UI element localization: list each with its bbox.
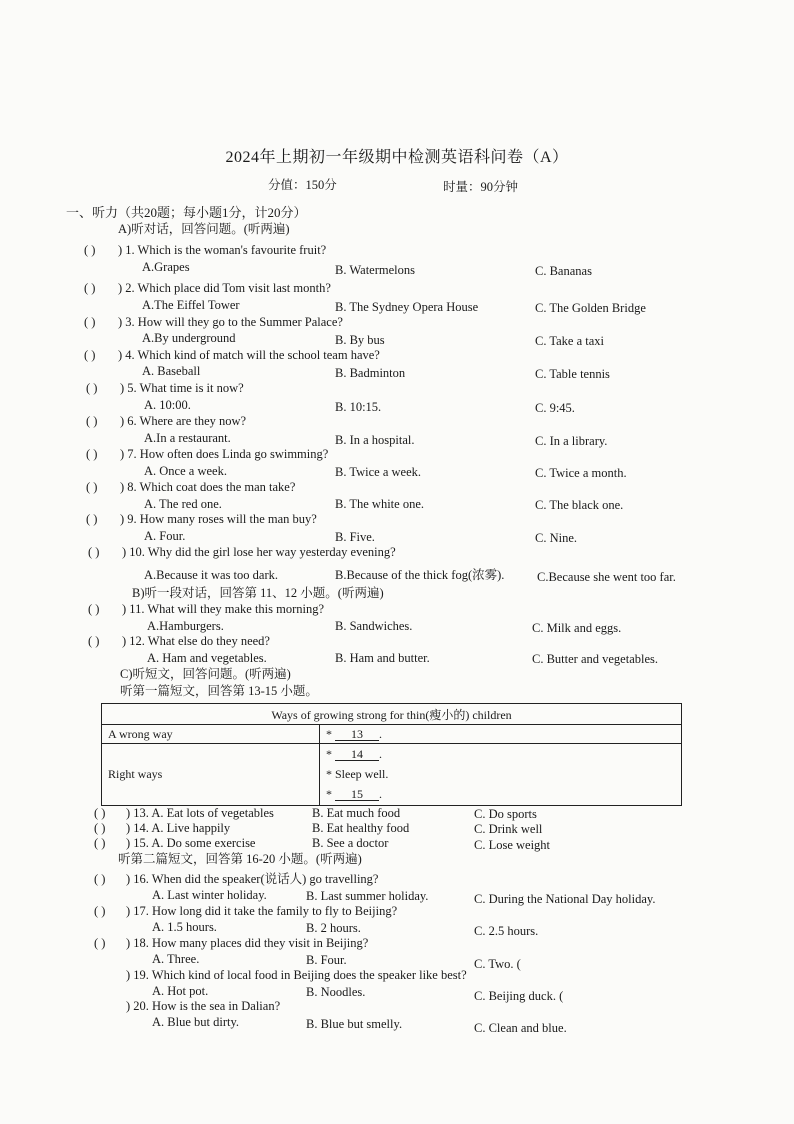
answer-blank-3[interactable]: ( ) bbox=[84, 315, 96, 329]
option-10a: A.Because it was too dark. bbox=[144, 568, 278, 582]
option-5b: B. 10:15. bbox=[335, 400, 382, 414]
option-20c: C. Clean and blue. bbox=[474, 1021, 567, 1035]
option-10c: C.Because she went too far. bbox=[537, 570, 676, 584]
option-16b: B. Last summer holiday. bbox=[306, 889, 429, 903]
blank-14[interactable]: 14 bbox=[335, 748, 379, 761]
option-18a: A. Three. bbox=[152, 952, 200, 966]
score-info: 分值：150分 bbox=[268, 178, 337, 192]
option-7a: A. Once a week. bbox=[144, 464, 227, 478]
option-18c: C. Two. ( bbox=[474, 957, 521, 971]
time-info: 时量：90分钟 bbox=[443, 180, 519, 194]
option-8c: C. The black one. bbox=[535, 498, 624, 512]
table-heading: Ways of growing strong for thin(瘦小的) children bbox=[102, 704, 682, 725]
option-7c: C. Twice a month. bbox=[535, 466, 627, 480]
question-9: ) 9. How many roses will the man buy? bbox=[120, 512, 317, 526]
answer-blank-18[interactable]: ( ) bbox=[94, 936, 106, 950]
option-8b: B. The white one. bbox=[335, 497, 424, 511]
answer-blank-6[interactable]: ( ) bbox=[86, 414, 98, 428]
option-17a: A. 1.5 hours. bbox=[152, 920, 217, 934]
option-19a: A. Hot pot. bbox=[152, 984, 209, 998]
passage-2-instruction: 听第二篇短文，回答第 16-20 小题。(听两遍) bbox=[118, 852, 362, 866]
option-3b: B. By bus bbox=[335, 333, 385, 347]
answer-blank-17[interactable]: ( ) bbox=[94, 904, 106, 918]
question-18: ) 18. How many places did they visit in Beijing? bbox=[126, 936, 369, 950]
option-5a: A. 10:00. bbox=[144, 398, 191, 412]
right-ways-label: Right ways bbox=[102, 744, 320, 806]
question-4: ) 4. Which kind of match will the school team have? bbox=[118, 348, 380, 362]
blank-13[interactable]: 13 bbox=[335, 728, 379, 741]
part-a-instruction: A)听对话，回答问题。(听两遍) bbox=[118, 222, 290, 236]
option-11c: C. Milk and eggs. bbox=[532, 621, 622, 635]
option-7b: B. Twice a week. bbox=[335, 465, 422, 479]
wrong-way-cell: * 13 . bbox=[320, 725, 682, 744]
option-12b: B. Ham and butter. bbox=[335, 651, 430, 665]
option-1c: C. Bananas bbox=[535, 264, 592, 278]
wrong-way-label: A wrong way bbox=[102, 725, 320, 744]
option-3c: C. Take a taxi bbox=[535, 334, 605, 348]
option-6c: C. In a library. bbox=[535, 434, 608, 448]
option-13b: B. Eat much food bbox=[312, 806, 401, 820]
question-1: ) 1. Which is the woman's favourite fruit? bbox=[118, 243, 327, 257]
option-19c: C. Beijing duck. ( bbox=[474, 989, 564, 1003]
question-19: ) 19. Which kind of local food in Beijing does the speaker like best? bbox=[126, 968, 467, 982]
option-11b: B. Sandwiches. bbox=[335, 619, 413, 633]
option-2b: B. The Sydney Opera House bbox=[335, 300, 479, 314]
option-12c: C. Butter and vegetables. bbox=[532, 652, 659, 666]
answer-blank-8[interactable]: ( ) bbox=[86, 480, 98, 494]
option-9a: A. Four. bbox=[144, 529, 186, 543]
option-9b: B. Five. bbox=[335, 530, 375, 544]
option-16a: A. Last winter holiday. bbox=[152, 888, 267, 902]
option-8a: A. The red one. bbox=[144, 497, 222, 511]
question-20: ) 20. How is the sea in Dalian? bbox=[126, 999, 281, 1013]
question-8: ) 8. Which coat does the man take? bbox=[120, 480, 296, 494]
answer-blank-16[interactable]: ( ) bbox=[94, 872, 106, 886]
option-17b: B. 2 hours. bbox=[306, 921, 361, 935]
question-3: ) 3. How will they go to the Summer Palace? bbox=[118, 315, 343, 329]
option-3a: A.By underground bbox=[142, 331, 236, 345]
question-15: ) 15. A. Do some exercise bbox=[126, 836, 256, 850]
answer-blank-12[interactable]: ( ) bbox=[88, 634, 100, 648]
answer-blank-1[interactable]: ( ) bbox=[84, 243, 96, 257]
exam-title: 2024年上期初一年级期中检测英语科问卷（A） bbox=[225, 149, 569, 166]
option-5c: C. 9:45. bbox=[535, 401, 575, 415]
question-2: ) 2. Which place did Tom visit last month? bbox=[118, 281, 331, 295]
answer-blank-14[interactable]: ( ) bbox=[94, 821, 106, 835]
question-11: ) 11. What will they make this morning? bbox=[122, 602, 325, 616]
option-15c: C. Lose weight bbox=[474, 838, 551, 852]
option-4a: A. Baseball bbox=[142, 364, 201, 378]
option-4c: C. Table tennis bbox=[535, 367, 610, 381]
question-14: ) 14. A. Live happily bbox=[126, 821, 231, 835]
question-13: ) 13. A. Eat lots of vegetables bbox=[126, 806, 274, 820]
answer-blank-2[interactable]: ( ) bbox=[84, 281, 96, 295]
part-b-instruction: B)听一段对话，回答第 11、12 小题。(听两遍) bbox=[132, 586, 384, 600]
option-1b: B. Watermelons bbox=[335, 263, 415, 277]
option-18b: B. Four. bbox=[306, 953, 347, 967]
option-6a: A.In a restaurant. bbox=[144, 431, 231, 445]
part-c-instruction: C)听短文，回答问题。(听两遍) bbox=[120, 667, 291, 681]
sleep-well-item: * Sleep well. bbox=[326, 767, 389, 781]
option-14b: B. Eat healthy food bbox=[312, 821, 410, 835]
answer-blank-10[interactable]: ( ) bbox=[88, 545, 100, 559]
option-15b: B. See a doctor bbox=[312, 836, 389, 850]
answer-blank-11[interactable]: ( ) bbox=[88, 602, 100, 616]
answer-blank-4[interactable]: ( ) bbox=[84, 348, 96, 362]
question-12: ) 12. What else do they need? bbox=[122, 634, 270, 648]
option-16c: C. During the National Day holiday. bbox=[474, 892, 656, 906]
answer-blank-7[interactable]: ( ) bbox=[86, 447, 98, 461]
option-12a: A. Ham and vegetables. bbox=[147, 651, 267, 665]
question-17: ) 17. How long did it take the family to fly to Beijing? bbox=[126, 904, 398, 918]
option-9c: C. Nine. bbox=[535, 531, 578, 545]
answer-blank-15[interactable]: ( ) bbox=[94, 836, 106, 850]
option-10b: B.Because of the thick fog(浓雾). bbox=[335, 568, 505, 582]
question-10: ) 10. Why did the girl lose her way yesterday evening? bbox=[122, 545, 396, 559]
option-2a: A.The Eiffel Tower bbox=[142, 298, 240, 312]
answer-blank-9[interactable]: ( ) bbox=[86, 512, 98, 526]
bullet: * bbox=[326, 747, 332, 761]
blank-15[interactable]: 15 bbox=[335, 788, 379, 801]
answer-blank-13[interactable]: ( ) bbox=[94, 806, 106, 820]
option-4b: B. Badminton bbox=[335, 366, 406, 380]
right-ways-cell: * 14 . * Sleep well. * 15 . bbox=[320, 744, 682, 806]
option-2c: C. The Golden Bridge bbox=[535, 301, 646, 315]
option-6b: B. In a hospital. bbox=[335, 433, 415, 447]
question-16: ) 16. When did the speaker(说话人) go travelling? bbox=[126, 872, 379, 886]
option-19b: B. Noodles. bbox=[306, 985, 366, 999]
ways-table bbox=[101, 703, 682, 806]
question-5: ) 5. What time is it now? bbox=[120, 381, 244, 395]
bullet: * bbox=[326, 726, 332, 741]
option-14c: C. Drink well bbox=[474, 822, 543, 836]
question-6: ) 6. Where are they now? bbox=[120, 414, 247, 428]
option-13c: C. Do sports bbox=[474, 807, 537, 821]
question-7: ) 7. How often does Linda go swimming? bbox=[120, 447, 329, 461]
passage-1-instruction: 听第一篇短文，回答第 13-15 小题。 bbox=[120, 684, 318, 698]
answer-blank-5[interactable]: ( ) bbox=[86, 381, 98, 395]
option-17c: C. 2.5 hours. bbox=[474, 924, 539, 938]
option-11a: A.Hamburgers. bbox=[147, 619, 224, 633]
section-title: 一、听力（共20题；每小题1分，计20分） bbox=[66, 205, 307, 220]
bullet: * bbox=[326, 787, 332, 801]
option-20a: A. Blue but dirty. bbox=[152, 1015, 240, 1029]
option-1a: A.Grapes bbox=[142, 260, 190, 274]
option-20b: B. Blue but smelly. bbox=[306, 1017, 403, 1031]
